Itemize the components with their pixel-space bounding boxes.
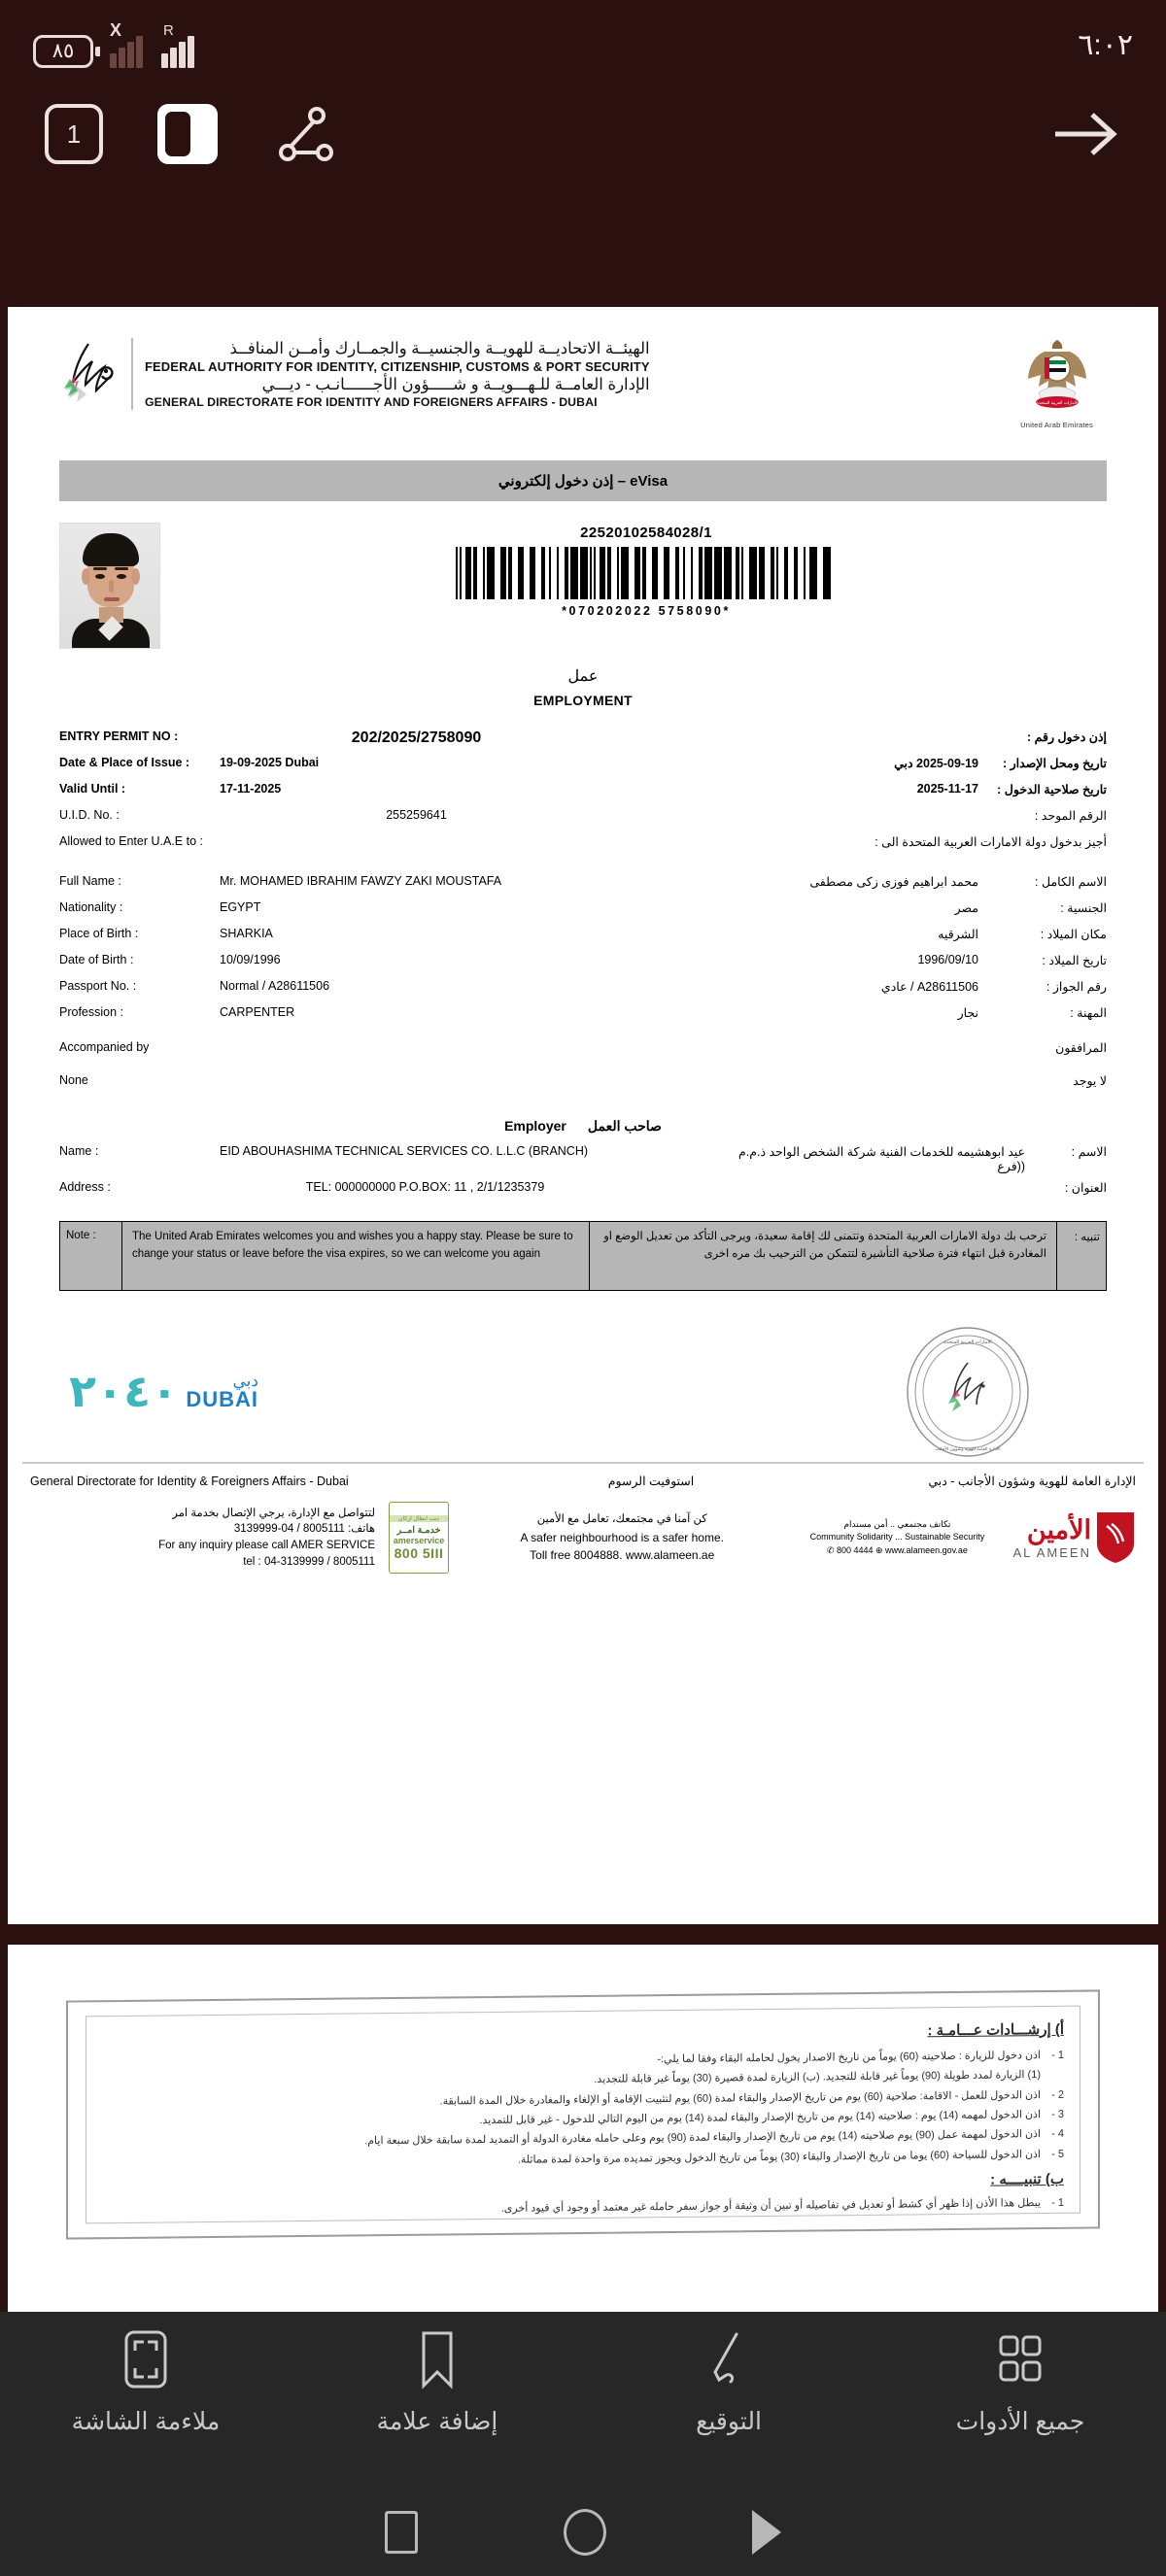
field-value-en: Normal / A28611506 <box>220 979 330 993</box>
signal-sim1-icon <box>110 19 152 68</box>
purpose-english: EMPLOYMENT <box>533 693 633 708</box>
signal-r-tag: R <box>163 21 174 39</box>
arrow-right-icon[interactable] <box>1051 109 1121 159</box>
tool-label: إضافة علامة <box>376 2408 498 2435</box>
field-label-en: Date & Place of Issue : <box>59 756 190 769</box>
accompanied-value-ar: لا يوجد <box>1073 1074 1107 1088</box>
employer-name-label-en: Name : <box>59 1144 99 1158</box>
field-label-ar: المهنة : <box>1070 1006 1107 1020</box>
alameen-logo <box>1012 1510 1136 1565</box>
permit-fields <box>9 708 1157 854</box>
field-label-en: Profession : <box>59 1005 124 1019</box>
recents-square-icon[interactable] <box>385 2511 418 2554</box>
amer-service-text <box>30 1506 375 1571</box>
android-navbar <box>0 2489 1166 2576</box>
permit-field-row <box>59 729 1107 749</box>
employer-title-en: Employer <box>504 1118 566 1134</box>
battery-indicator <box>33 35 100 68</box>
page2-instructions <box>86 2006 1080 2224</box>
person-field-row <box>59 900 1107 920</box>
field-label-ar: إذن دخول رقم : <box>1027 730 1107 744</box>
field-value-en: EGYPT <box>220 900 261 914</box>
note-text-ar: ترحب بك دولة الامارات العربية المتحدة وتتمنى لك إقامة سعيدة، ويرجى التأكد من تعديل الوضع او المغادرة قبل انتهاء فترة صلاحية التأشيرة لتتمكن من الترحيب بك مره اخرى <box>590 1222 1057 1290</box>
field-label-ar: الرقم الموحد : <box>1034 809 1107 823</box>
signal-x-tag: X <box>110 19 122 40</box>
dubai-2040-english: DUBAI <box>186 1386 258 1411</box>
page2-heading-b: ب) تنبيــــه : <box>990 2170 1064 2188</box>
amer-en-line-1: For any inquiry please call AMER SERVICE <box>158 1540 375 1551</box>
alameen-logo-english: AL AMEEN <box>1012 1545 1091 1560</box>
field-value-ar: مصر <box>954 901 978 915</box>
employer-address-label-en: Address : <box>59 1180 111 1194</box>
header-english-line-1: FEDERAL AUTHORITY FOR IDENTITY, CITIZENSHIP, CUSTOMS & PORT SECURITY <box>145 359 650 374</box>
amer-en-line-2: tel : 04-3139999 / 8005111 <box>243 1555 375 1568</box>
header-arabic-line-2: الإدارة العامــة للـهـــويــة و شـــــؤون الأجــــــانـب - ديـــي <box>261 376 650 393</box>
field-value-ar: A28611506 / عادي <box>880 980 978 994</box>
instruction-number <box>1048 2065 1064 2085</box>
official-seal-icon <box>900 1324 1036 1460</box>
field-label-ar: الجنسية : <box>1060 901 1107 915</box>
field-value-en: 255259641 <box>386 808 447 822</box>
employer-address-en: TEL: 000000000 P.O.BOX: 11 , 2/1/1235379 <box>305 1180 545 1194</box>
battery-icon <box>33 35 93 68</box>
field-value-en: CARPENTER <box>220 1005 295 1019</box>
employer-fields <box>9 1135 1157 1200</box>
tool-buttons <box>0 2312 1166 2489</box>
tool-bookmark[interactable] <box>292 2329 583 2489</box>
instruction-text: اذن الدخول لمهمه (14) يوم : صلاحيته (14) يوم من تاريخ الإصدار والبقاء لمدة (14) يوم من اليوم التالي للدخول - غير قابل للتمديد. <box>479 2109 1041 2127</box>
instruction-text: اذن الدخول للعمل - الاقامة: صلاحية (60) يوم من تاريخ الإصدار والبقاء لمدة (60) يوم لتثبيت الإقامة أو الإلغاء والمغادرة خلال المدة السابقة. <box>439 2088 1041 2108</box>
note-text-en: The United Arab Emirates welcomes you and wishes you a happy stay. Please be sure to change your status or leave before the visa expires, so we can welcome you again <box>122 1222 590 1290</box>
header-text <box>145 339 650 409</box>
field-label-en: Date of Birth : <box>59 953 134 966</box>
document-page-2[interactable] <box>8 1945 1158 2314</box>
barcode-block <box>186 523 1107 649</box>
alameen-english-1: A safer neighbourhood is a safer home. <box>520 1530 724 1544</box>
tool-label: ملاءمة الشاشة <box>71 2408 221 2435</box>
note-label-ar: تنبيه : <box>1074 1232 1100 1243</box>
instruction-number: 1 - <box>1051 2196 1064 2210</box>
svg-text:الامارات العربية المتحدة: الامارات العربية المتحدة <box>1035 400 1079 405</box>
tool-all-tools-grid[interactable] <box>874 2329 1166 2489</box>
dubai-2040-logo <box>69 1365 258 1417</box>
field-label-en: Nationality : <box>59 900 123 914</box>
evisa-title-band: إذن دخول إلكتروني – eVisa <box>59 460 1107 501</box>
field-label-en: Full Name : <box>59 874 121 888</box>
footer-logos <box>9 1488 1157 1574</box>
field-value-ar: 1996/09/10 <box>917 953 978 966</box>
battery-level-text: ٨٥ <box>51 40 75 62</box>
document-page-1[interactable] <box>8 307 1158 1924</box>
bottom-toolbar <box>0 2312 1166 2576</box>
field-value-en: 10/09/1996 <box>220 953 281 966</box>
svg-text:الامارات العربية المتحدة: الامارات العربية المتحدة <box>943 1339 992 1345</box>
instruction-text: اذن دخول للزيارة : صلاحيته (60) يوماً من تاريخ الاصدار يخول لحامله البقاء وفقا لما يلي:- <box>657 2050 1041 2066</box>
branding-row <box>9 1316 1157 1462</box>
applicant-photo <box>59 523 160 649</box>
person-field-row <box>59 1005 1107 1025</box>
field-label-en: Allowed to Enter U.A.E to : <box>59 834 203 848</box>
person-field-row <box>59 953 1107 972</box>
fit-screen-icon <box>120 2329 171 2390</box>
person-field-row <box>59 979 1107 999</box>
all-tools-grid-icon <box>995 2329 1046 2390</box>
instruction-text: (1) الزيارة لمدد طويلة (90) يوماً غير قابلة للتجديد. (ب) الزيارة لمدة قصيرة (30) يوماً غير قابلة للتجديد. <box>594 2069 1041 2086</box>
field-label-en: ENTRY PERMIT NO : <box>59 729 179 743</box>
alameen-text <box>463 1511 781 1563</box>
dubai-2040-number: ٢٠٤٠ <box>69 1365 179 1417</box>
person-fields <box>9 861 1157 1025</box>
permit-field-row <box>59 756 1107 775</box>
instruction-number: 4 - <box>1051 2128 1064 2141</box>
employer-name-label-ar: الاسم : <box>1071 1145 1107 1159</box>
instruction-number: 5 - <box>1051 2148 1064 2160</box>
field-value-ar: محمد ابراهيم فوزى زكى مصطفى <box>809 875 978 889</box>
tool-label: التوقيع <box>696 2408 762 2435</box>
field-label-ar: تاريخ الميلاد : <box>1042 954 1107 967</box>
barcode-alt-text: *070202022 5758090* <box>562 604 731 618</box>
falcon-logo-icon <box>59 336 120 412</box>
employer-title <box>9 1118 1157 1135</box>
status-bar <box>0 0 1166 89</box>
field-value-ar: الشرقيه <box>938 928 978 941</box>
instruction-number: 3 - <box>1051 2108 1064 2120</box>
note-label-en: Note : <box>60 1222 122 1290</box>
permit-field-row <box>59 834 1107 854</box>
header-english-line-2: GENERAL DIRECTORATE FOR IDENTITY AND FOREIGNERS AFFAIRS - DUBAI <box>145 395 598 409</box>
employer-name-en: EID ABOUHASHIMA TECHNICAL SERVICES CO. L.L.C (BRANCH) <box>220 1144 589 1158</box>
field-value-ar: نجار <box>957 1006 978 1020</box>
home-circle-icon[interactable] <box>564 2509 606 2556</box>
accompanied-label-ar: المرافقون <box>1055 1041 1107 1055</box>
amer-service-badge-icon <box>389 1502 449 1574</box>
back-triangle-icon[interactable] <box>752 2510 781 2555</box>
field-label-en: Valid Until : <box>59 782 126 796</box>
person-field-row <box>59 874 1107 894</box>
permit-purpose <box>9 666 1157 708</box>
status-clock: ٦:٠٢ <box>1078 28 1133 61</box>
field-value-en: Mr. MOHAMED IBRAHIM FAWZY ZAKI MOUSTAFA <box>220 874 502 888</box>
svg-text:الادارة العامة للهوية وشؤون ال: الادارة العامة للهوية وشؤون الأجانب <box>935 1446 1001 1451</box>
amer-badge-number: 800 5III <box>394 1544 444 1561</box>
share-icon[interactable] <box>272 104 340 164</box>
barcode-image <box>456 547 837 599</box>
footer-line <box>9 1464 1157 1488</box>
page-count-label: 1 <box>66 119 82 149</box>
person-field-row <box>59 927 1107 946</box>
field-label-ar: تاريخ ومحل الإصدار : <box>1002 757 1107 770</box>
alameen-logo-arabic: الأمين <box>1026 1515 1091 1544</box>
barcode-number: 22520102584028/1 <box>580 525 712 541</box>
purpose-arabic: عمل <box>567 668 599 685</box>
employer-name-ar: عيد ابوهشيمه للخدمات الفنية شركة الشخص الواحد ذ.م.م ((فرع <box>738 1145 1025 1173</box>
uae-falcon-emblem-icon <box>1025 336 1089 414</box>
field-label-en: Passport No. : <box>59 979 137 993</box>
alameen-small-text <box>795 1518 999 1558</box>
top-toolbar-left <box>45 104 340 164</box>
amer-ar-line-1: لتتواصل مع الإدارة، يرجي الإتصال بخدمة امر <box>172 1507 375 1519</box>
tool-signature-pen[interactable] <box>583 2329 874 2489</box>
field-value-en: 19-09-2025 Dubai <box>220 756 320 769</box>
header-divider <box>131 338 133 410</box>
alameen-shield-icon <box>1095 1510 1136 1565</box>
alameen-small-arabic: تكاتف مجتمعي .. أمن مستدام <box>843 1518 951 1529</box>
amer-badge-english: amerservice <box>393 1535 445 1545</box>
header-arabic-line-1: الهيئــة الاتحاديــة للهويــة والجنسيــة والجمــارك وأمــن المنافــذ <box>229 340 650 357</box>
note-table <box>59 1221 1107 1291</box>
gdrfa-logo <box>59 336 650 412</box>
identity-row <box>9 501 1157 649</box>
top-toolbar <box>0 89 1166 179</box>
tool-label: جميع الأدوات <box>955 2408 1085 2435</box>
field-label-en: U.I.D. No. : <box>59 808 120 822</box>
instruction-item <box>102 2193 1064 2223</box>
footer-fees-paid: استوفيت الرسوم <box>607 1474 695 1488</box>
accompanied-section <box>9 1040 1157 1093</box>
employer-address-label-ar: العنوان : <box>1064 1181 1107 1195</box>
signal-sim2-icon <box>161 22 203 68</box>
field-value-en: 17-11-2025 <box>220 782 282 796</box>
document-header <box>9 307 1157 429</box>
field-label-ar: مكان الميلاد : <box>1040 928 1107 941</box>
amer-ar-line-2: هاتف: 8005111 / 04-3139999 <box>233 1523 375 1536</box>
instruction-text: يبطل هذا الأذن إذا ظهر أي كشط أو تعديل في تفاصيله أو تبين أن وثيقة أو جواز سفر حامله غير معتمد أو وجود أي قيود أخرى. <box>500 2197 1041 2215</box>
instruction-text: اذن الدخول للسياحة (60) يوما من تاريخ الإصدار والبقاء (30) يوماً من تاريخ الدخول ويجوز تمديده مرة واحدة لمدة مماثلة. <box>517 2148 1041 2166</box>
footer-arabic: الإدارة العامة للهوية وشؤون الأجانب - دبي <box>928 1474 1136 1488</box>
footer-english: General Directorate for Identity & Foreigners Affairs - Dubai <box>30 1474 349 1488</box>
instruction-text: اذن الدخول لمهمة عمل (90) يوم صلاحيته (14) يوم من تاريخ الإصدار والبقاء لمدة (90) يوم وعلى حامله مغادرة الدولة أو التمديد لمدة سابقة خلال سبعة ايام. <box>364 2128 1041 2148</box>
field-value-en: 202/2025/2758090 <box>351 729 482 746</box>
field-label-ar: رقم الجواز : <box>1046 980 1107 994</box>
field-value-ar: 2025-11-17 <box>916 782 978 796</box>
field-label-ar: الاسم الكامل : <box>1035 875 1107 889</box>
permit-field-row <box>59 808 1107 828</box>
accompanied-value-en: None <box>59 1073 88 1087</box>
uae-emblem <box>1020 336 1107 429</box>
battery-nub <box>95 47 100 56</box>
field-label-en: Place of Birth : <box>59 927 139 940</box>
page-count-icon[interactable] <box>45 104 103 164</box>
page2-frame <box>66 1989 1100 2240</box>
field-label-ar: تاريخ صلاحية الدخول : <box>997 783 1107 797</box>
status-left-group <box>33 19 203 68</box>
side-panel-icon[interactable] <box>157 104 218 164</box>
bookmark-icon <box>418 2329 457 2390</box>
field-label-ar: أجيز بدخول دولة الامارات العربية المتحدة الى : <box>874 835 1107 849</box>
field-value-en: SHARKIA <box>220 927 273 940</box>
alameen-small-english: Community Solidarity ... Sustainable Security <box>809 1532 985 1542</box>
employer-title-ar: صاحب العمل <box>587 1118 662 1134</box>
instruction-number: 2 - <box>1051 2088 1064 2101</box>
alameen-small-contact: ✆ 800 4444 ⊕ www.alameen.gov.ae <box>826 1544 968 1555</box>
dubai-2040-arabic: دبي <box>232 1371 258 1390</box>
page2-heading-a: أ) إرشـــادات عـــامـة : <box>927 2020 1064 2040</box>
top-toolbar-right <box>1051 109 1121 159</box>
signature-pen-icon <box>703 2329 754 2390</box>
alameen-arabic: كن آمنا في مجتمعك، تعامل مع الأمين <box>536 1513 707 1526</box>
permit-field-row <box>59 782 1107 801</box>
amer-badge-top: ديب ابطال اركان <box>390 1515 448 1522</box>
tool-fit-screen[interactable] <box>0 2329 292 2489</box>
amer-badge-arabic: خدمـة امــر <box>396 1524 441 1536</box>
accompanied-label-en: Accompanied by <box>59 1040 150 1054</box>
emblem-caption: United Arab Emirates <box>1020 421 1093 429</box>
field-value-ar: 2025-09-19 دبي <box>894 757 978 770</box>
alameen-english-2: Toll free 8004888. www.alameen.ae <box>530 1547 715 1562</box>
instruction-number: 1 - <box>1051 2049 1064 2061</box>
